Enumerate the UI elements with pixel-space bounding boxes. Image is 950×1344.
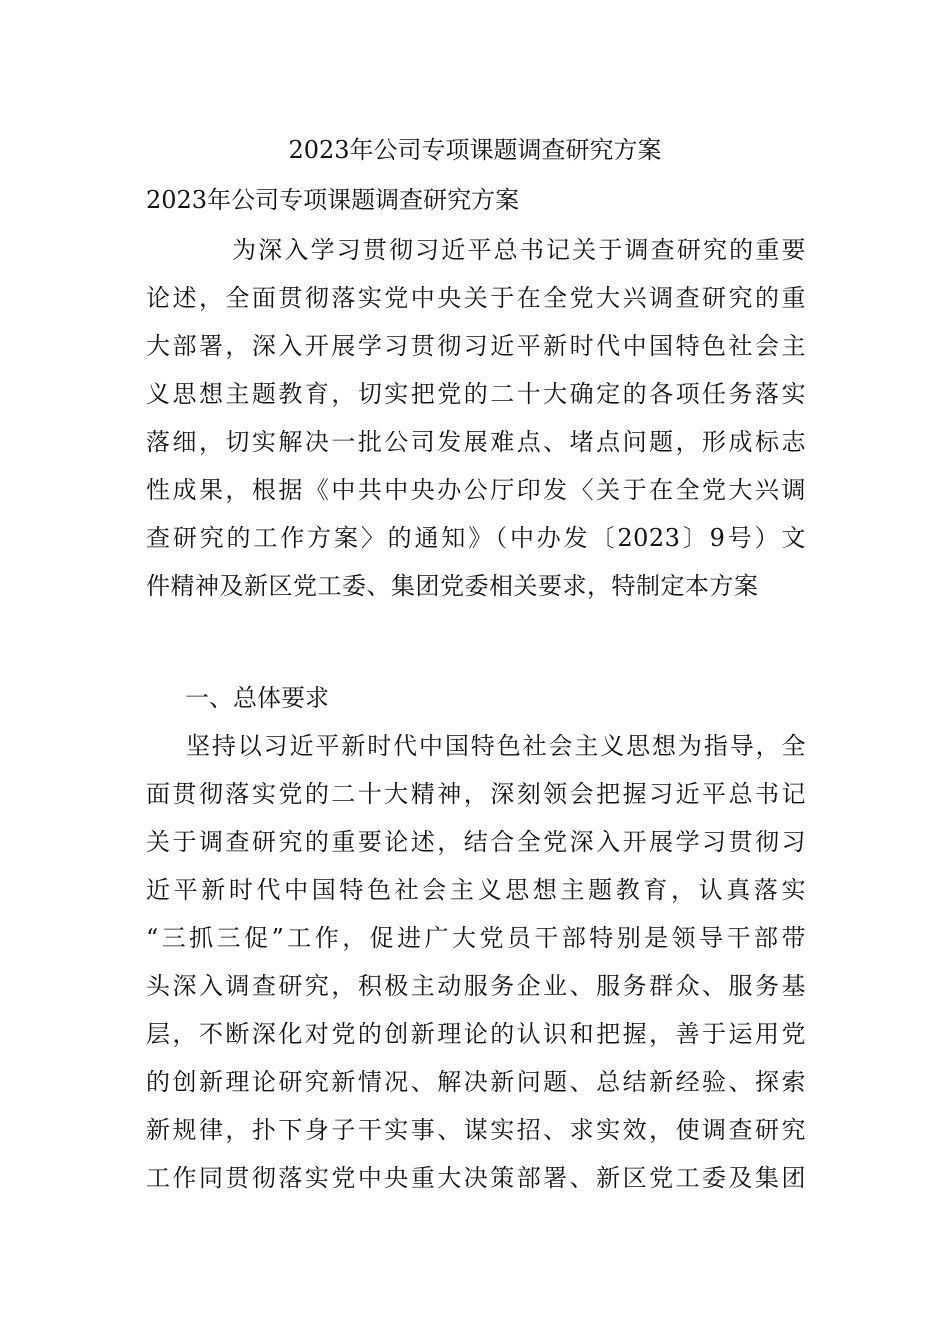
paragraph-line: 面贯彻落实党的二十大精神，深刻领会把握习近平总书记 <box>146 780 806 808</box>
paragraph-line: 近平新时代中国特色社会主义思想主题教育，认真落实 <box>146 876 806 904</box>
paragraph-line: 性成果，根据《中共中央办公厅印发〈关于在全党大兴调 <box>146 476 806 504</box>
paragraph-line: 工作同贯彻落实党中央重大决策部署、新区党工委及集团 <box>146 1164 806 1192</box>
paragraph-line: 落细，切实解决一批公司发展难点、堵点问题，形成标志 <box>146 428 806 456</box>
paragraph-line: 头深入调查研究，积极主动服务企业、服务群众、服务基 <box>146 972 806 1000</box>
paragraph-line: 的创新理论研究新情况、解决新问题、总结新经验、探索 <box>146 1068 806 1096</box>
section1-paragraph <box>146 722 806 1202</box>
document-title: 2023年公司专项课题调查研究方案 <box>288 136 662 164</box>
paragraph-line: 论述，全面贯彻落实党中央关于在全党大兴调查研究的重 <box>146 284 806 312</box>
paragraph-line: “三抓三促”工作，促进广大党员干部特别是领导干部带 <box>146 924 806 952</box>
section-heading: 一、总体要求 <box>185 684 329 712</box>
paragraph-line: 大部署，深入开展学习贯彻习近平新时代中国特色社会主 <box>146 332 806 360</box>
paragraph-line: 层，不断深化对党的创新理论的认识和把握，善于运用党 <box>146 1020 806 1048</box>
paragraph-line: 关于调查研究的重要论述，结合全党深入开展学习贯彻习 <box>146 828 806 856</box>
paragraph-line: 坚持以习近平新时代中国特色社会主义思想为指导，全 <box>186 732 806 760</box>
paragraph-line: 义思想主题教育，切实把党的二十大确定的各项任务落实 <box>146 380 806 408</box>
paragraph-line: 为深入学习贯彻习近平总书记关于调查研究的重要 <box>232 236 806 264</box>
paragraph-line: 新规律，扑下身子干实事、谋实招、求实效，使调查研究 <box>146 1116 806 1144</box>
paragraph-line: 件精神及新区党工委、集团党委相关要求，特制定本方案 <box>146 572 759 600</box>
document-subtitle: 2023年公司专项课题调查研究方案 <box>146 186 520 214</box>
intro-paragraph <box>146 226 806 610</box>
paragraph-line: 查研究的工作方案〉的通知》（中办发〔2023〕9号）文 <box>146 524 806 552</box>
